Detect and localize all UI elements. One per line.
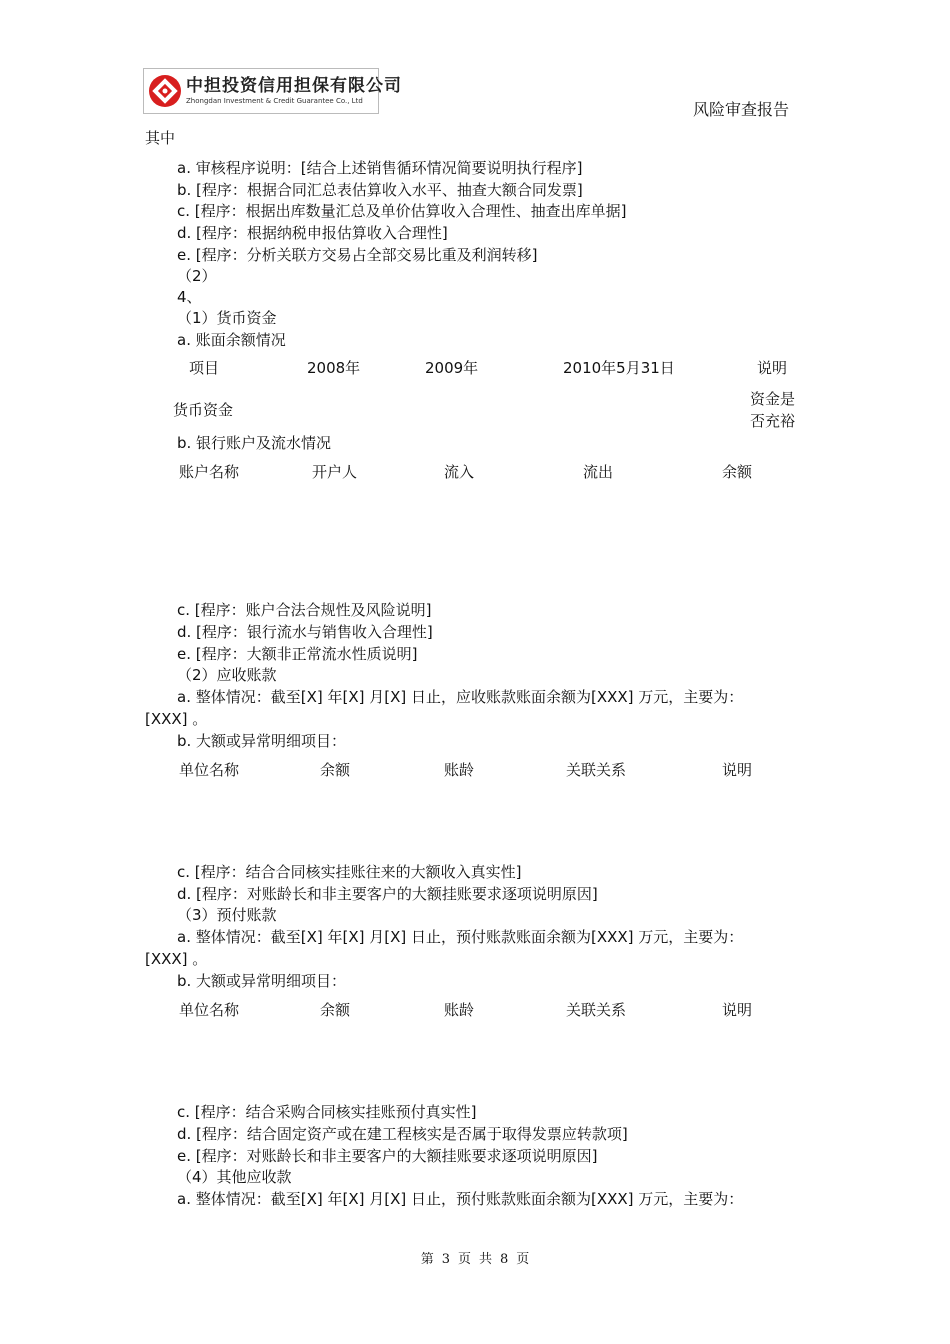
- table-cell: 资金是: [750, 390, 796, 408]
- prepayments-overview: a. 整体情况：截至[X] 年[X] 月[X] 日止，预付账款账面余额为[XXX] 万元，主要为：: [177, 928, 744, 946]
- other-receivables-overview: a. 整体情况：截至[X] 年[X] 月[X] 日止，预付账款账面余额为[XXX] 万元，主要为：: [177, 1190, 744, 1208]
- section-prepayments-heading: （3）预付账款: [177, 906, 277, 924]
- table-header-cell: 余额: [320, 1001, 351, 1019]
- table-header-cell: 关联关系: [566, 1001, 627, 1019]
- footer-ye: 页: [457, 1252, 471, 1267]
- table-header-cell: 关联关系: [566, 761, 627, 779]
- logo-company-name-en: Zhongdan Investment & Credit Guarantee Co., Ltd: [186, 97, 363, 105]
- table-header-cell: 账龄: [444, 761, 475, 779]
- table-header-cell: 项目: [189, 359, 220, 377]
- footer-di: 第: [420, 1252, 434, 1267]
- page-number-footer: [0, 1248, 950, 1267]
- receivables-step-c: c. [程序：结合合同核实挂账往来的大额收入真实性]: [177, 863, 522, 881]
- company-logo: [143, 68, 402, 114]
- footer-ye-2: 页: [516, 1252, 530, 1267]
- logo-emblem-icon: [148, 74, 182, 108]
- footer-total-pages: 8: [500, 1252, 509, 1267]
- prepayments-step-e: e. [程序：对账龄长和非主要客户的大额挂账要求逐项说明原因]: [177, 1147, 598, 1165]
- prepayments-step-c: c. [程序：结合采购合同核实挂账预付真实性]: [177, 1103, 477, 1121]
- sub-item-2: （2）: [177, 267, 217, 285]
- table-header-cell: 流出: [583, 463, 614, 481]
- receivables-detail-label: b. 大额或异常明细项目：: [177, 732, 347, 750]
- receivables-overview-cont: [XXX] 。: [145, 710, 208, 728]
- report-title: 风险审查报告: [693, 100, 790, 119]
- table-header-cell: 单位名称: [179, 1001, 240, 1019]
- prepayments-overview-cont: [XXX] 。: [145, 950, 208, 968]
- footer-gong: 共: [479, 1252, 493, 1267]
- table-header-cell: 账户名称: [179, 463, 240, 481]
- table-header-cell: 余额: [320, 761, 351, 779]
- section-other-receivables-heading: （4）其他应收款: [177, 1168, 292, 1186]
- table-header-cell: 账龄: [444, 1001, 475, 1019]
- table-header-cell: 开户人: [312, 463, 358, 481]
- prepayments-step-d: d. [程序：结合固定资产或在建工程核实是否属于取得发票应转款项]: [177, 1125, 628, 1143]
- sales-step-c: c. [程序：根据出库数量汇总及单价估算收入合理性、抽查出库单据]: [177, 202, 627, 220]
- qizhong-label: 其中: [145, 129, 176, 147]
- table-header-cell: 2009年: [425, 359, 479, 377]
- table-header-cell: 说明: [757, 359, 788, 377]
- table-header-cell: 说明: [722, 761, 753, 779]
- table-cell: 否充裕: [750, 412, 796, 430]
- section-receivables-heading: （2）应收账款: [177, 666, 277, 684]
- cash-book-balance-label: a. 账面余额情况: [177, 331, 286, 349]
- receivables-overview: a. 整体情况：截至[X] 年[X] 月[X] 日止，应收账款账面余额为[XXX] 万元，主要为：: [177, 688, 744, 706]
- section-4-heading: 4、: [177, 288, 202, 306]
- logo-company-name-cn: 中担投资信用担保有限公司: [186, 76, 402, 96]
- table-header-cell: 2010年5月31日: [563, 359, 675, 377]
- table-header-cell: 单位名称: [179, 761, 240, 779]
- bank-step-e: e. [程序：大额非正常流水性质说明]: [177, 645, 418, 663]
- bank-step-d: d. [程序：银行流水与销售收入合理性]: [177, 623, 433, 641]
- table-header-cell: 说明: [722, 1001, 753, 1019]
- sales-step-e: e. [程序：分析关联方交易占全部交易比重及利润转移]: [177, 246, 538, 264]
- sales-step-b: b. [程序：根据合同汇总表估算收入水平、抽查大额合同发票]: [177, 181, 583, 199]
- table-header-cell: 流入: [444, 463, 475, 481]
- table-cell: 货币资金: [173, 401, 234, 419]
- receivables-step-d: d. [程序：对账龄长和非主要客户的大额挂账要求逐项说明原因]: [177, 885, 598, 903]
- table-header-cell: 余额: [722, 463, 753, 481]
- prepayments-detail-label: b. 大额或异常明细项目：: [177, 972, 347, 990]
- sales-step-a: a. 审核程序说明：[结合上述销售循环情况简要说明执行程序]: [177, 159, 583, 177]
- bank-step-c: c. [程序：账户合法合规性及风险说明]: [177, 601, 432, 619]
- bank-accounts-label: b. 银行账户及流水情况: [177, 434, 332, 452]
- sales-step-d: d. [程序：根据纳税申报估算收入合理性]: [177, 224, 448, 242]
- table-header-cell: 2008年: [307, 359, 361, 377]
- footer-current-page: 3: [441, 1252, 450, 1267]
- section-cash-heading: （1）货币资金: [177, 309, 277, 327]
